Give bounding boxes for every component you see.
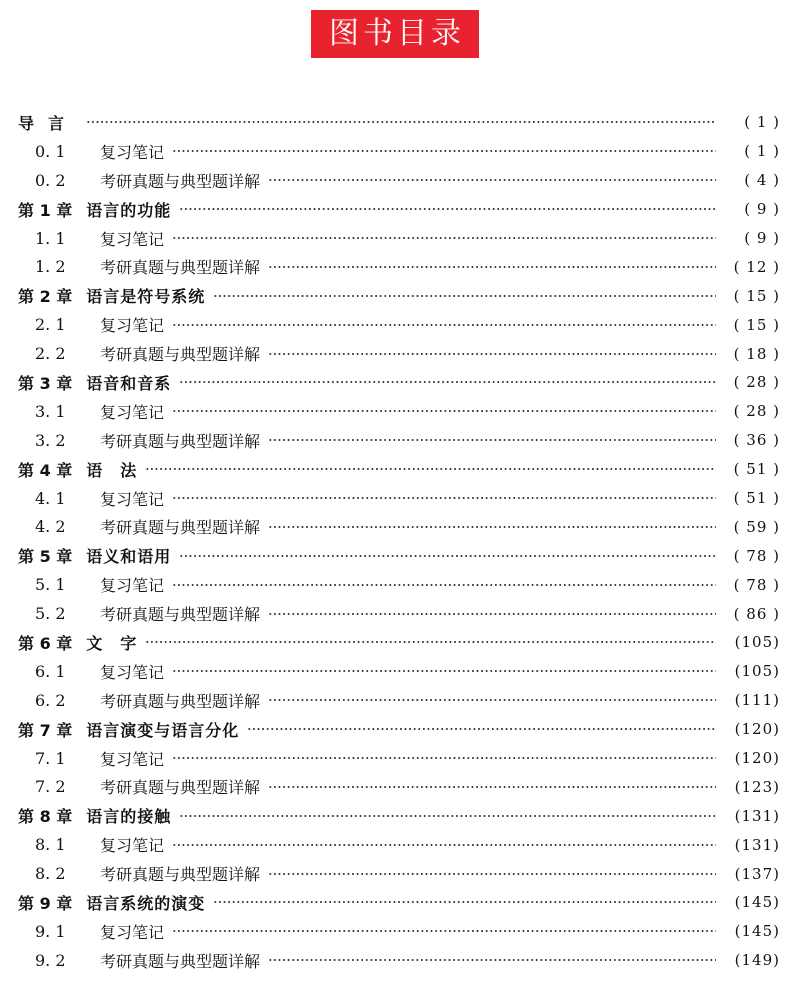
toc-entry-number: 1. 2 <box>35 257 66 277</box>
toc-page-number: ( 12 ) <box>733 257 780 276</box>
toc-section-row[interactable] <box>18 397 780 426</box>
toc-entry-title: 语言是符号系统 <box>86 287 206 307</box>
toc-page-number: ( 28 ) <box>733 373 780 392</box>
toc-entry-number: 4. 2 <box>35 517 66 537</box>
table-of-contents <box>18 108 780 975</box>
toc-entry-number: 2. 2 <box>35 344 66 364</box>
toc-page-number: (131) <box>734 806 780 825</box>
toc-entry-title: 复习笔记 <box>100 749 165 769</box>
toc-page-number: ( 1 ) <box>744 142 780 161</box>
dot-leader <box>268 779 716 795</box>
toc-entry-number: 第 3 章 <box>18 373 73 393</box>
toc-entry-number: 5. 1 <box>35 575 66 595</box>
toc-page-number: ( 1 ) <box>744 113 780 132</box>
dot-leader <box>268 172 716 188</box>
toc-entry-title: 考研真题与典型题详解 <box>100 778 261 798</box>
toc-section-row[interactable] <box>18 744 780 773</box>
dot-leader <box>172 750 716 766</box>
title-banner <box>0 10 790 58</box>
toc-chapter-row[interactable] <box>18 888 780 917</box>
toc-section-row[interactable] <box>18 224 780 253</box>
toc-chapter-row[interactable] <box>18 455 780 484</box>
toc-entry-title: 考研真题与典型题详解 <box>100 691 261 711</box>
toc-section-row[interactable] <box>18 772 780 801</box>
toc-entry-title: 考研真题与典型题详解 <box>100 171 261 191</box>
toc-page-number: (145) <box>734 893 780 912</box>
dot-leader <box>213 288 716 304</box>
toc-entry-title: 复习笔记 <box>100 922 165 942</box>
toc-entry-title: 复习笔记 <box>100 489 165 509</box>
toc-section-row[interactable] <box>18 137 780 166</box>
toc-entry-number: 第 7 章 <box>18 720 73 740</box>
toc-entry-number: 8. 1 <box>35 835 66 855</box>
toc-page-number: (131) <box>734 835 780 854</box>
toc-entry-number: 第 8 章 <box>18 807 73 827</box>
toc-entry-title: 考研真题与典型题详解 <box>100 518 261 538</box>
toc-chapter-row[interactable] <box>18 801 780 830</box>
dot-leader <box>172 663 716 679</box>
toc-entry-title: 考研真题与典型题详解 <box>100 951 261 971</box>
dot-leader <box>179 548 716 564</box>
toc-entry-number: 2. 1 <box>35 315 66 335</box>
dot-leader <box>145 634 716 650</box>
dot-leader <box>213 894 716 910</box>
toc-entry-title: 复习笔记 <box>100 402 165 422</box>
dot-leader <box>172 403 716 419</box>
dot-leader <box>268 952 716 968</box>
toc-page-number: ( 59 ) <box>733 517 780 536</box>
toc-section-row[interactable] <box>18 599 780 628</box>
toc-entry-number: 6. 2 <box>35 690 66 710</box>
toc-page-number: ( 36 ) <box>733 431 780 450</box>
toc-entry-number: 3. 1 <box>35 401 66 421</box>
toc-page-number: (123) <box>734 777 780 796</box>
toc-entry-number: 9. 1 <box>35 921 66 941</box>
dot-leader <box>145 461 716 477</box>
toc-section-row[interactable] <box>18 917 780 946</box>
toc-section-row[interactable] <box>18 512 780 541</box>
dot-leader <box>268 259 716 275</box>
toc-chapter-row[interactable] <box>18 715 780 744</box>
toc-page-number: ( 15 ) <box>733 315 780 334</box>
toc-page-number: (137) <box>734 864 780 883</box>
toc-entry-number: 第 4 章 <box>18 460 73 480</box>
toc-section-row[interactable] <box>18 686 780 715</box>
toc-section-row[interactable] <box>18 166 780 195</box>
toc-page-number: ( 78 ) <box>733 546 780 565</box>
toc-page-number: ( 51 ) <box>733 460 780 479</box>
toc-entry-title: 语言演变与语言分化 <box>86 720 240 740</box>
toc-page-number: (120) <box>734 749 780 768</box>
toc-entry-title: 复习笔记 <box>100 662 165 682</box>
toc-section-row[interactable] <box>18 310 780 339</box>
toc-entry-title: 语义和语用 <box>86 547 172 567</box>
toc-section-row[interactable] <box>18 830 780 859</box>
toc-chapter-row[interactable] <box>18 368 780 397</box>
toc-page-number: ( 78 ) <box>733 575 780 594</box>
toc-page-number: (111) <box>734 691 780 710</box>
toc-section-row[interactable] <box>18 426 780 455</box>
toc-page-number: ( 4 ) <box>744 171 780 190</box>
dot-leader <box>172 577 716 593</box>
toc-page-number: (149) <box>734 951 780 970</box>
dot-leader <box>268 519 716 535</box>
toc-page-number: ( 86 ) <box>733 604 780 623</box>
toc-page-number: ( 15 ) <box>733 286 780 305</box>
toc-chapter-row[interactable] <box>18 628 780 657</box>
toc-entry-title: 语 法 <box>86 460 138 480</box>
toc-entry-number: 5. 2 <box>35 604 66 624</box>
dot-leader <box>268 346 716 362</box>
toc-page-number: (105) <box>734 633 780 652</box>
toc-entry-number: 第 1 章 <box>18 200 73 220</box>
dot-leader <box>268 692 716 708</box>
dot-leader <box>268 432 716 448</box>
dot-leader <box>172 317 716 333</box>
dot-leader <box>86 114 716 130</box>
toc-entry-title: 语言系统的演变 <box>86 893 206 913</box>
toc-entry-title: 考研真题与典型题详解 <box>100 345 261 365</box>
toc-section-row[interactable] <box>18 946 780 975</box>
toc-chapter-row[interactable] <box>18 195 780 224</box>
toc-entry-number: 3. 2 <box>35 430 66 450</box>
toc-page-number: (120) <box>734 720 780 739</box>
toc-entry-number: 6. 1 <box>35 661 66 681</box>
dot-leader <box>179 374 716 390</box>
toc-page-number: ( 9 ) <box>744 229 780 247</box>
toc-entry-title: 语言的功能 <box>86 200 172 220</box>
toc-page-number: ( 9 ) <box>744 200 780 219</box>
toc-section-row[interactable] <box>18 484 780 513</box>
toc-entry-number: 第 2 章 <box>18 287 73 307</box>
toc-page-number: ( 28 ) <box>733 402 780 421</box>
toc-section-row[interactable] <box>18 859 780 888</box>
toc-entry-title: 考研真题与典型题详解 <box>100 865 261 885</box>
toc-page-number: ( 51 ) <box>733 489 780 508</box>
toc-entry-number: 0. 1 <box>35 141 66 161</box>
toc-entry-title: 语音和音系 <box>86 373 172 393</box>
toc-entry-number: 0. 2 <box>35 170 66 190</box>
toc-entry-title: 复习笔记 <box>100 229 165 249</box>
toc-entry-title: 复习笔记 <box>100 316 165 336</box>
toc-entry-number: 8. 2 <box>35 864 66 884</box>
toc-page-number: (145) <box>734 922 780 941</box>
toc-section-row[interactable] <box>18 252 780 281</box>
dot-leader <box>172 837 716 853</box>
toc-entry-title: 文 字 <box>86 633 138 653</box>
toc-entry-number: 导言 <box>18 113 79 133</box>
toc-page-number: ( 18 ) <box>733 344 780 363</box>
toc-entry-title: 复习笔记 <box>100 576 165 596</box>
toc-entry-title: 考研真题与典型题详解 <box>100 258 261 278</box>
dot-leader <box>268 606 716 622</box>
toc-entry-title: 复习笔记 <box>100 142 165 162</box>
toc-page-number: (105) <box>734 662 780 681</box>
toc-section-row[interactable] <box>18 657 780 686</box>
dot-leader <box>172 143 716 159</box>
dot-leader <box>247 721 716 737</box>
page-title: 图书目录 <box>311 10 479 58</box>
toc-entry-title: 考研真题与典型题详解 <box>100 431 261 451</box>
dot-leader <box>172 230 716 246</box>
toc-entry-number: 第 9 章 <box>18 893 73 913</box>
dot-leader <box>179 808 716 824</box>
toc-entry-number: 第 5 章 <box>18 547 73 567</box>
toc-entry-number: 1. 1 <box>35 228 66 248</box>
toc-entry-number: 第 6 章 <box>18 633 73 653</box>
toc-entry-number: 7. 1 <box>35 748 66 768</box>
dot-leader <box>172 923 716 939</box>
toc-intro-row[interactable] <box>18 108 780 137</box>
toc-chapter-row[interactable] <box>18 541 780 570</box>
toc-section-row[interactable] <box>18 339 780 368</box>
toc-entry-title: 考研真题与典型题详解 <box>100 605 261 625</box>
toc-entry-number: 9. 2 <box>35 950 66 970</box>
dot-leader <box>179 201 716 217</box>
toc-section-row[interactable] <box>18 570 780 599</box>
toc-entry-number: 7. 2 <box>35 777 66 797</box>
dot-leader <box>172 490 716 506</box>
dot-leader <box>268 866 716 882</box>
toc-entry-title: 复习笔记 <box>100 836 165 856</box>
toc-chapter-row[interactable] <box>18 281 780 310</box>
toc-entry-number: 4. 1 <box>35 488 66 508</box>
toc-entry-title: 语言的接触 <box>86 807 172 827</box>
